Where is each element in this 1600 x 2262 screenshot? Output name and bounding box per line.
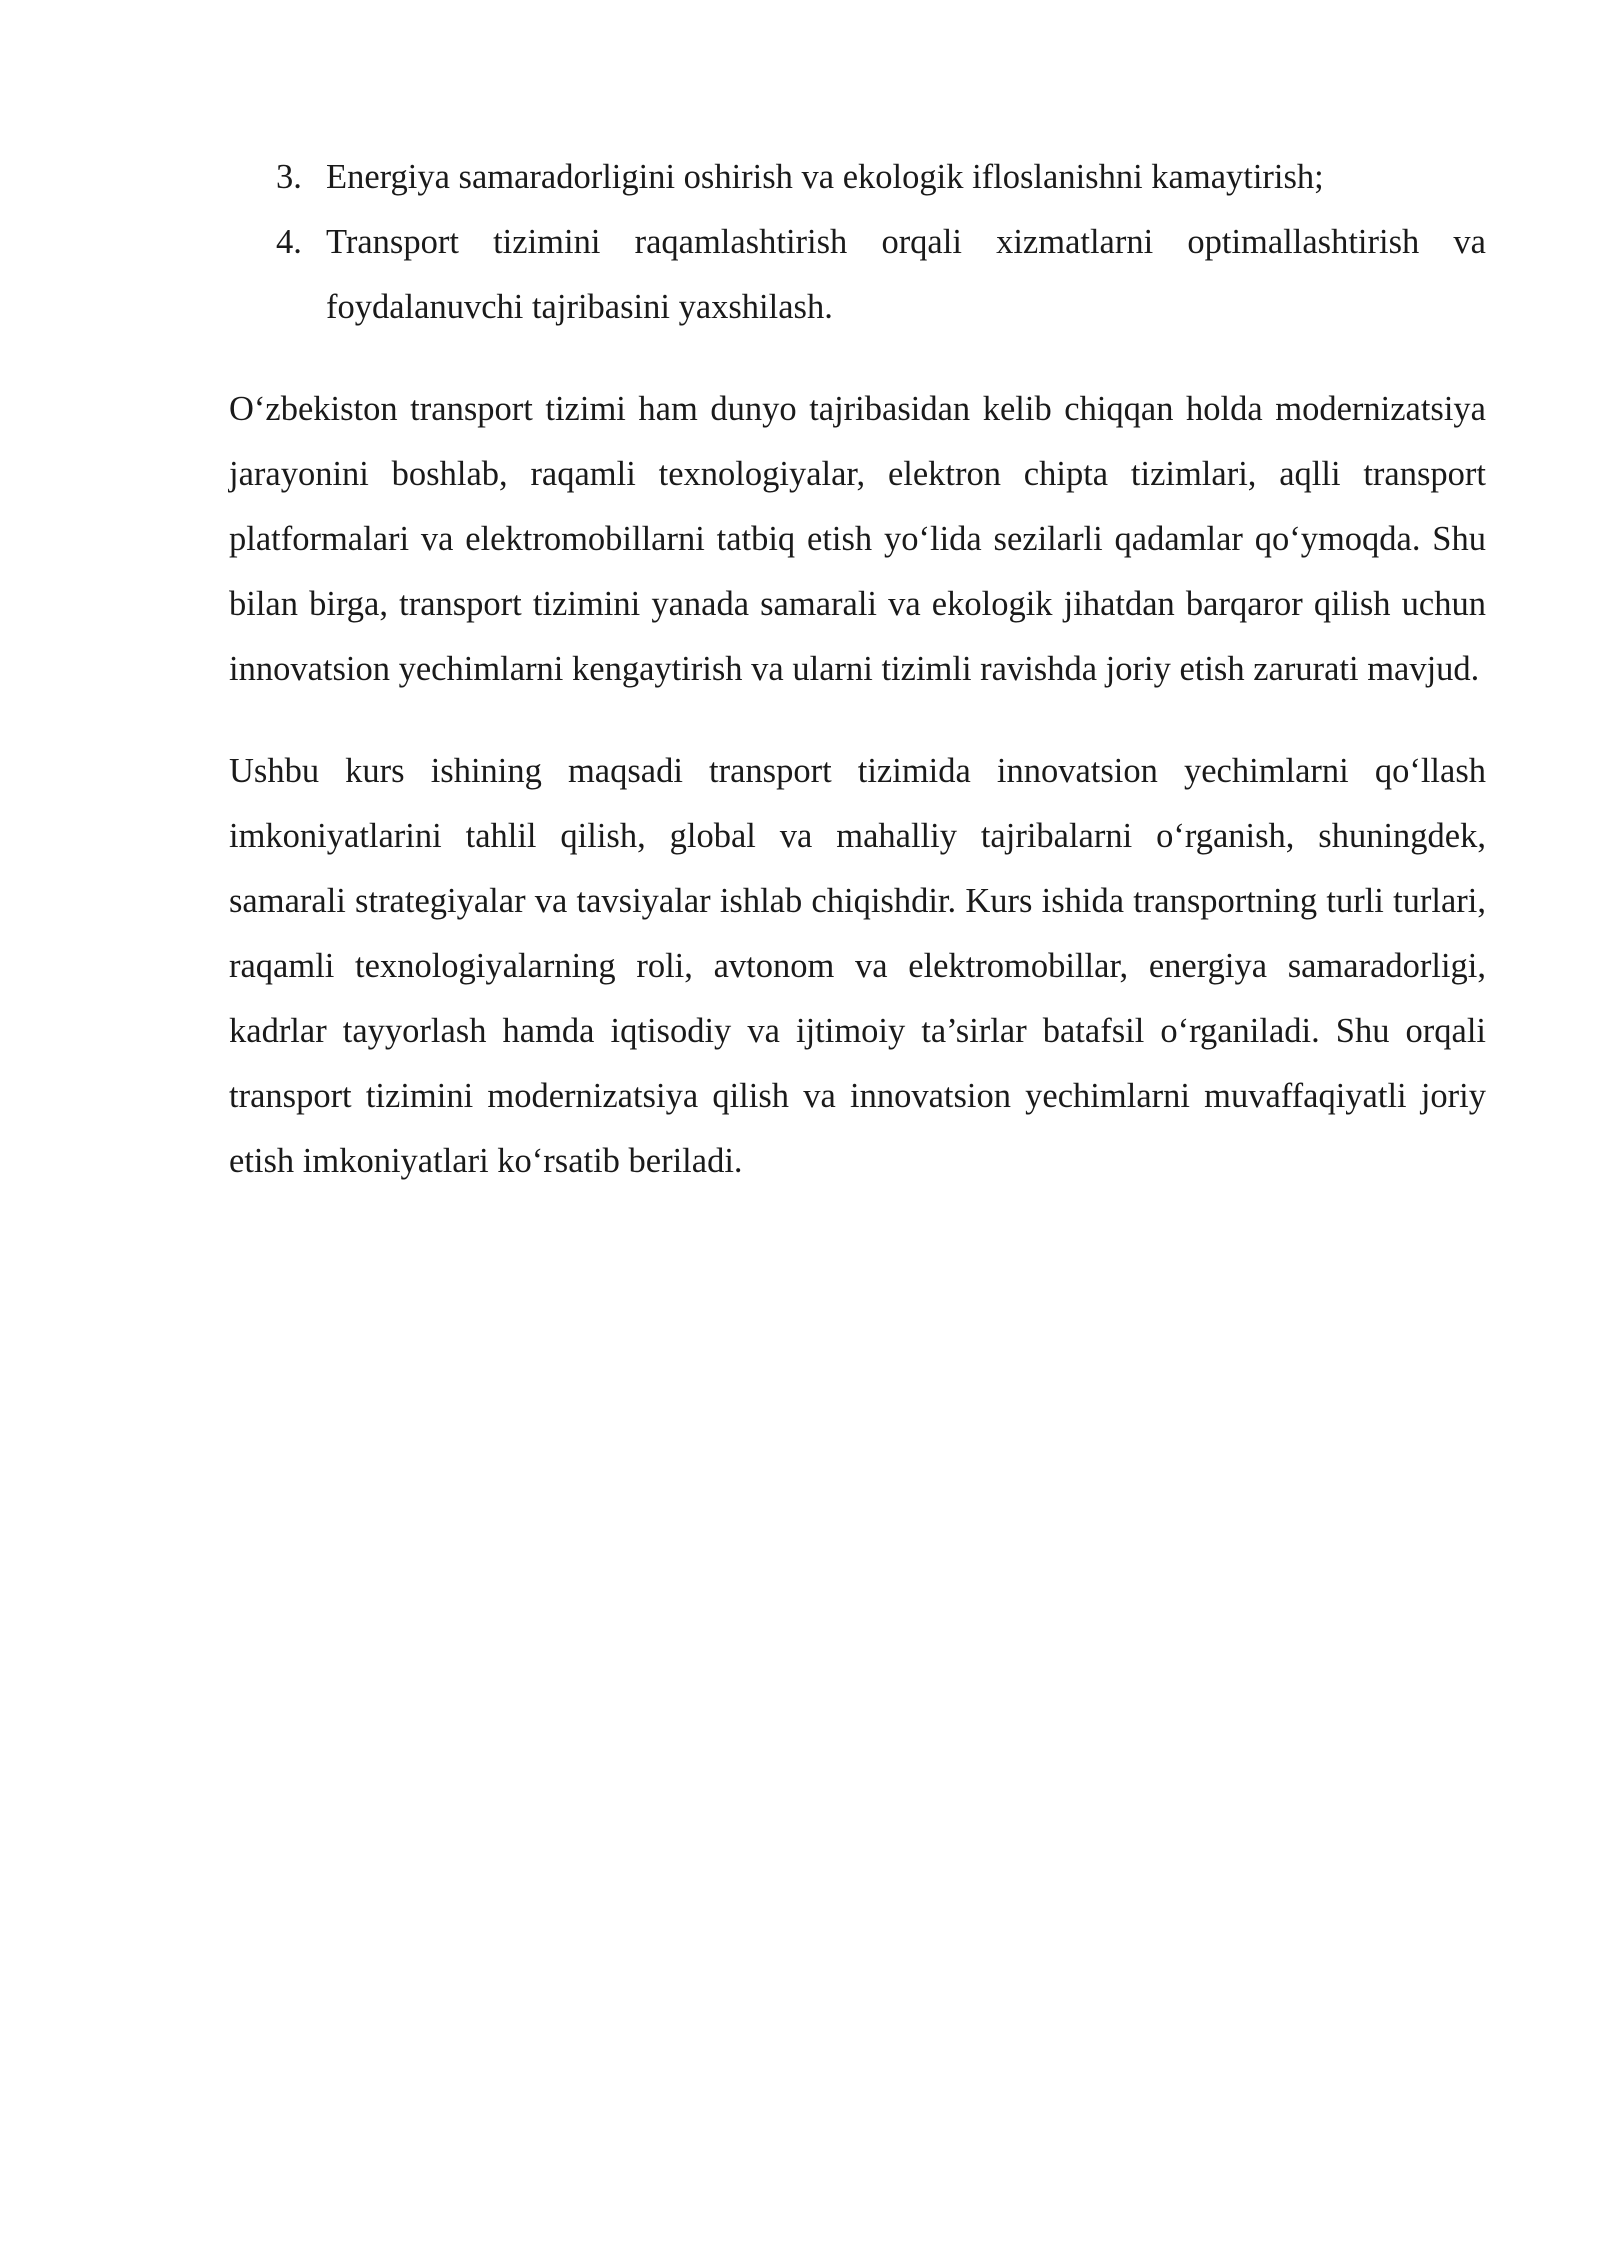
list-text: Energiya samaradorligini oshirish va ekologik ifloslanishni kamaytirish; (326, 158, 1324, 196)
body-paragraph: Ushbu kurs ishining maqsadi transport tizimida innovatsion yechimlarni qo‘llash imkoniyatlarini tahlil qilish, global va mahalliy tajribalarni o‘rganish, shuningdek, samarali strategiyalar va tavsiyalar ishlab chiqishdir. Kurs ishida transportning turli turlari, raqamli texnologiyalarning roli, avtonom va elektromobillar, energiya samaradorligi, kadrlar tayyorlash hamda iqtisodiy va ijtimoiy ta’sirlar batafsil o‘rganiladi. Shu orqali transport tizimini modernizatsiya qilish va innovatsion yechimlarni muvaffaqiyatli joriy etish imkoniyatlari ko‘rsatib beriladi. (229, 752, 1486, 1180)
list-number: 3. (276, 158, 302, 196)
list-number: 4. (276, 223, 302, 261)
document-page (229, 145, 1486, 1194)
list-item (229, 210, 1486, 340)
numbered-list (229, 145, 1486, 340)
body-paragraph: O‘zbekiston transport tizimi ham dunyo tajribasidan kelib chiqqan holda modernizatsiya jarayonini boshlab, raqamli texnologiyalar, elektron chipta tizimlari, aqlli transport platformalari va elektromobillarni tatbiq etish yo‘lida sezilarli qadamlar qo‘ymoqda. Shu bilan birga, transport tizimini yanada samarali va ekologik jihatdan barqaror qilish uchun innovatsion yechimlarni kengaytirish va ularni tizimli ravishda joriy etish zarurati mavjud. (229, 390, 1486, 688)
list-item (229, 145, 1486, 210)
list-text: Transport tizimini raqamlashtirish orqali xizmatlarni optimallashtirish va foydalanuvchi tajribasini yaxshilash. (326, 223, 1486, 326)
